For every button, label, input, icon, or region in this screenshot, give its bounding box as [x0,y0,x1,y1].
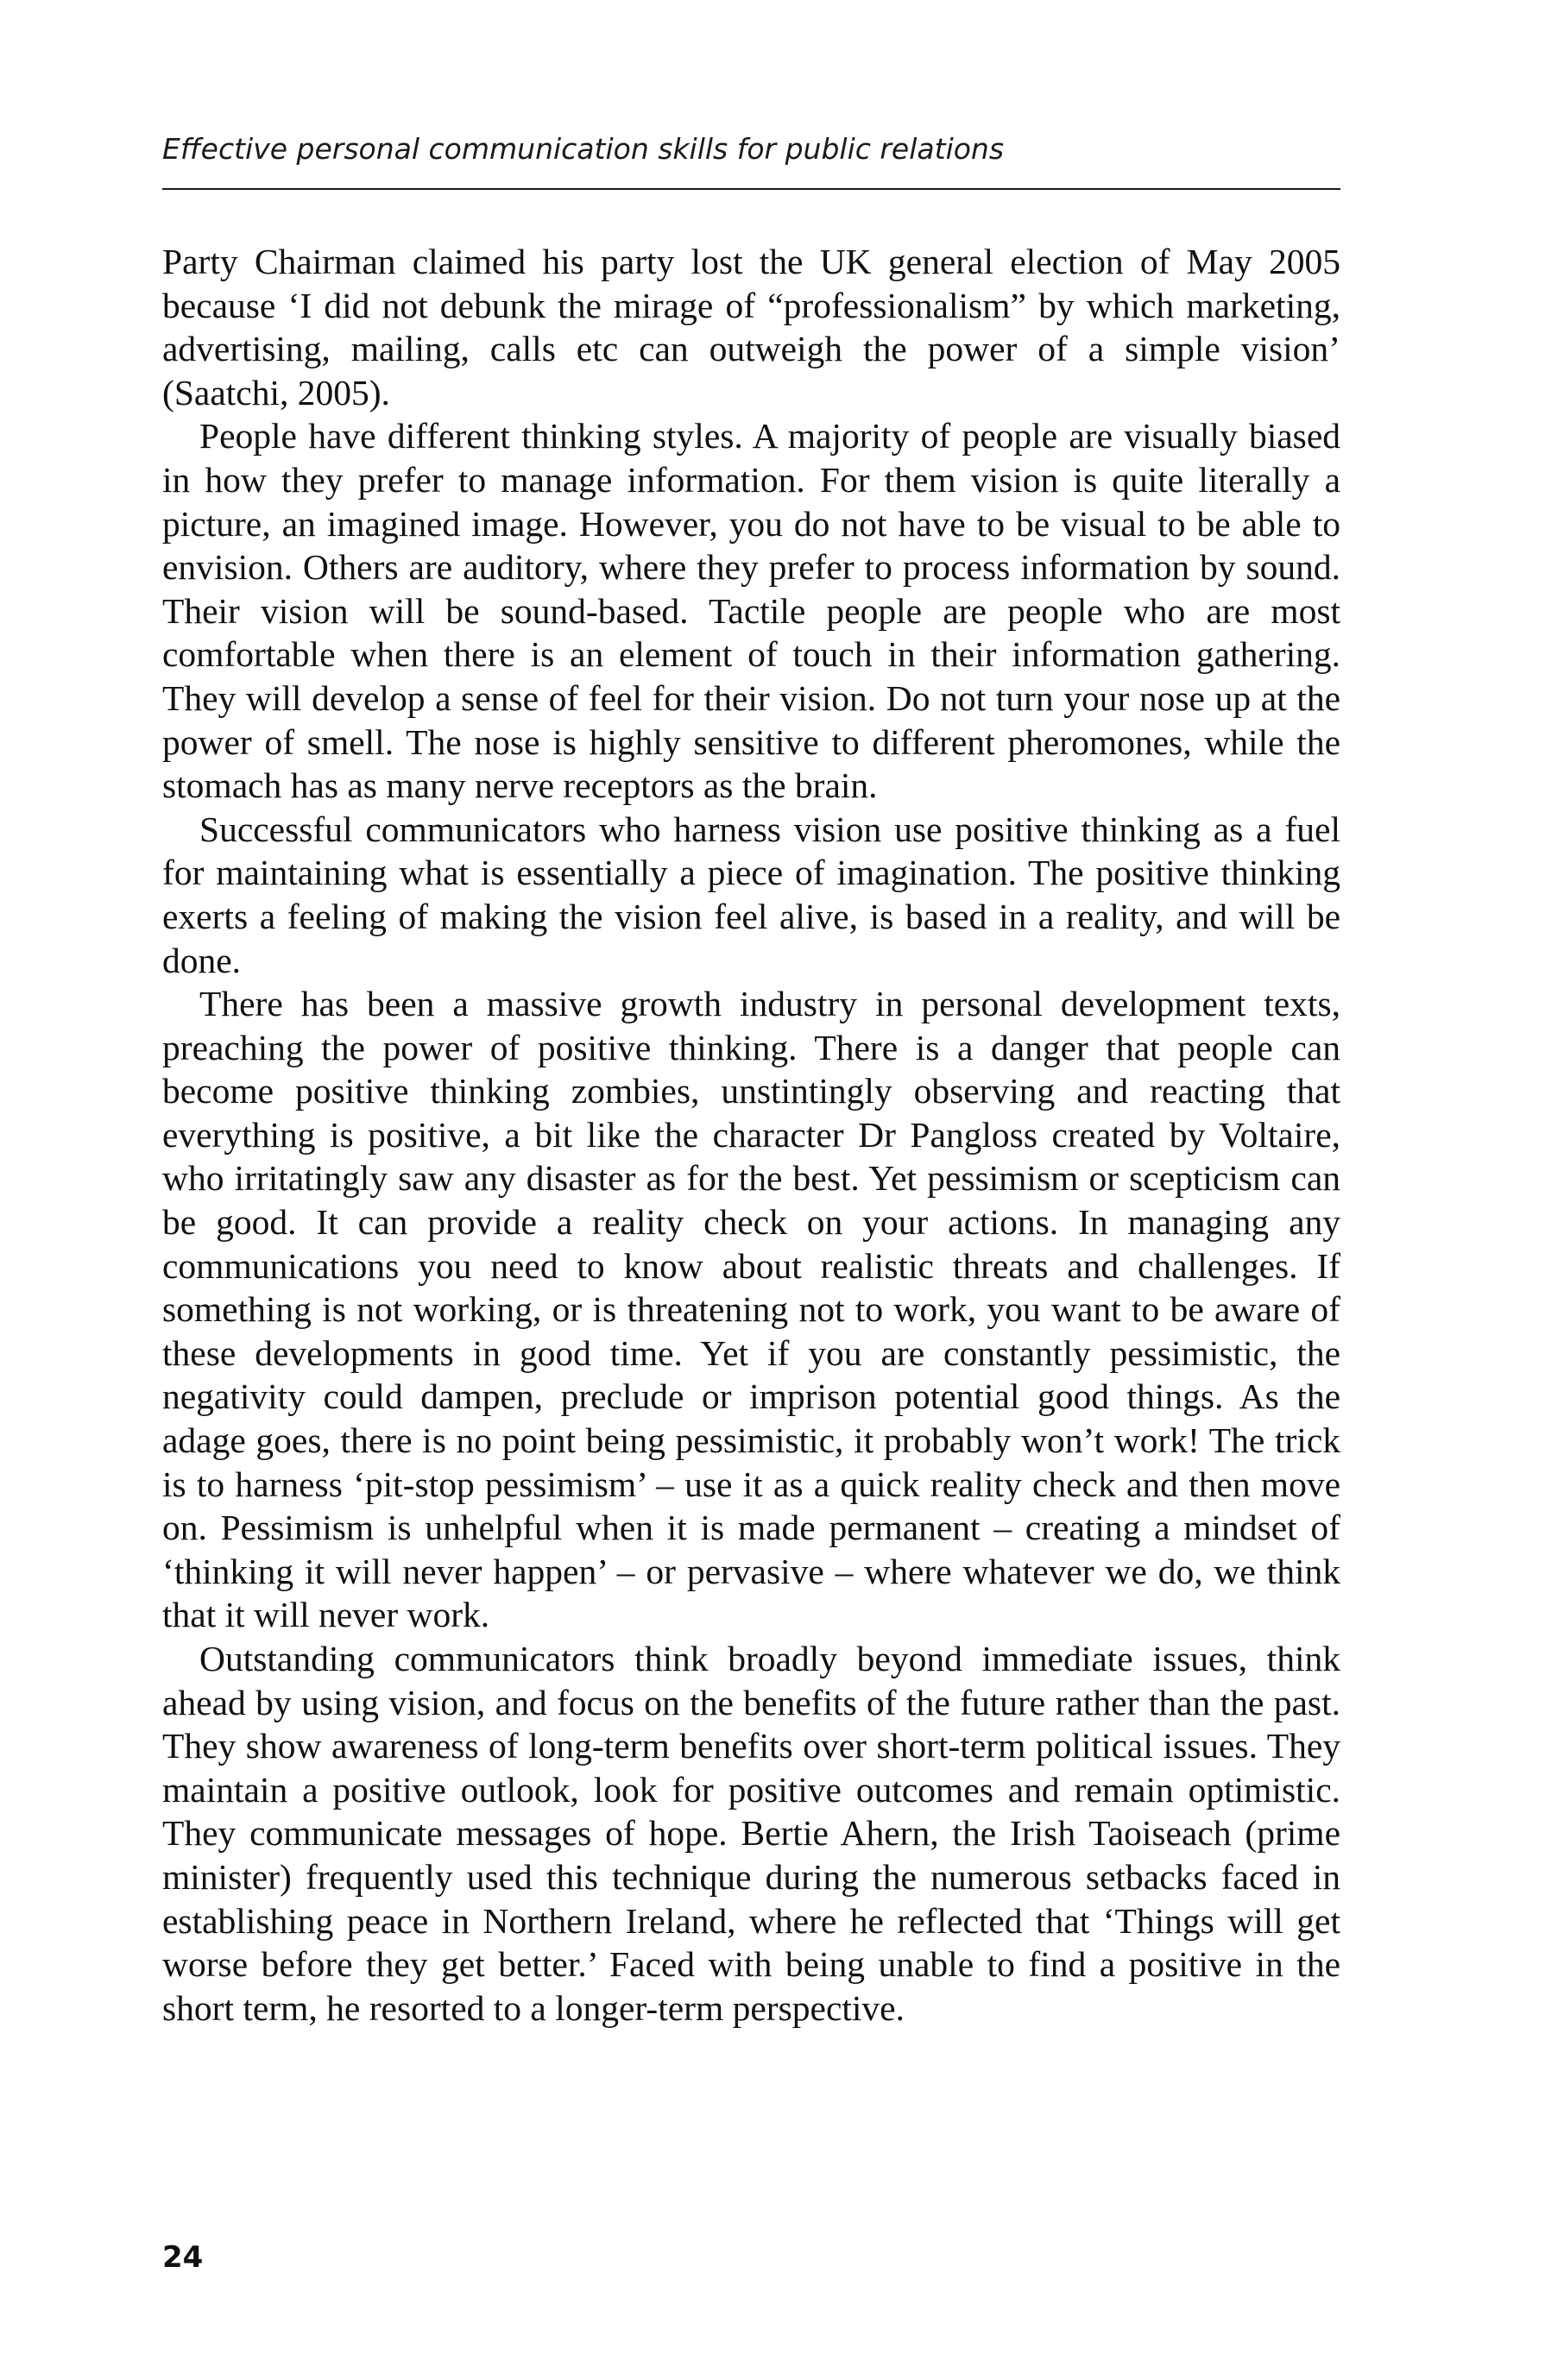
header-rule [162,188,1340,190]
paragraph: Party Chairman claimed his party lost the UK general election of May 2005 because ‘I did not debunk the mirage of “professionalism” by which marketing, advertising, mailing, calls etc can outweigh the power of a simple vision’ (Saatchi, 2005). [162,242,1340,412]
running-head: Effective personal communication skills for public relations [162,132,1005,166]
body-text [162,240,1340,2030]
paragraph: People have different thinking styles. A majority of people are visually biased in how they prefer to manage information. For them vision is quite literally a picture, an imagined image. However, you do not have to be visual to be able to envision. Others are auditory, where they prefer to process information by sound. Their vision will be sound-based. Tactile people are people who are most comfortable when there is an element of touch in their information gathering. They will develop a sense of feel for their vision. Do not turn your nose up at the power of smell. The nose is highly sensitive to different pheromones, while the stomach has as many nerve receptors as the brain. [162,416,1340,806]
paragraph: Successful communicators who harness vision use positive thinking as a fuel for maintaining what is essentially a piece of imagination. The positive thinking exerts a feeling of making the vision feel alive, is based in a reality, and will be done. [162,809,1340,980]
paragraph: Outstanding communicators think broadly beyond immediate issues, think ahead by using vision, and focus on the benefits of the future rather than the past. They show awareness of long-term benefits over short-term political issues. They maintain a positive outlook, look for positive outcomes and remain optimistic. They communicate messages of hope. Bertie Ahern, the Irish Taoiseach (prime minister) frequently used this technique during the numerous setbacks faced in establishing peace in Northern Ireland, where he reflected that ‘Things will get worse before they get better.’ Faced with being unable to find a positive in the short term, he resorted to a longer-term perspective. [162,1639,1340,2028]
page-number: 24 [162,2240,204,2275]
paragraph: There has been a massive growth industry in personal development texts, preaching the power of positive thinking. There is a danger that people can become positive thinking zombies, unstintingly observing and reacting that everything is positive, a bit like the character Dr Pangloss created by Voltaire, who irritatingly saw any disaster as for the best. Yet pessimism or scepticism can be good. It can provide a reality check on your actions. In managing any communications you need to know about realistic threats and challenges. If something is not working, or is threatening not to work, you want to be aware of these developments in good time. Yet if you are constantly pessimistic, the negativity could dampen, preclude or imprison potential good things. As the adage goes, there is no point being pessimistic, it probably won’t work! The trick is to harness ‘pit-stop pessimism’ – use it as a quick reality check and then move on. Pessimism is unhelpful when it is made permanent – creating a mindset of ‘thinking it will never happen’ – or pervasive – where whatever we do, we think that it will never work. [162,984,1340,1635]
